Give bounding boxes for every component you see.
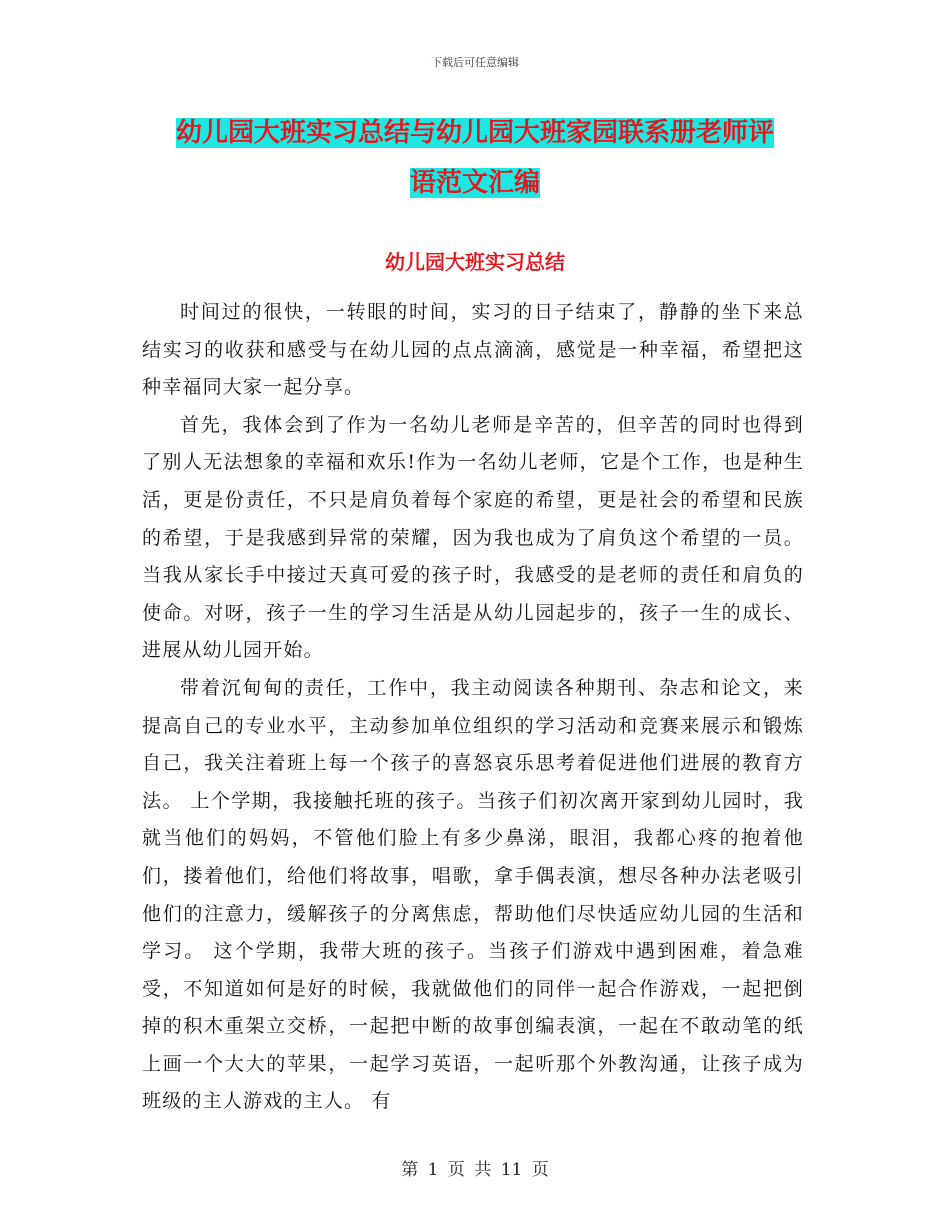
page-header-note: 下载后可任意编辑 [431,56,519,69]
document-title-line-1: 幼儿园大班实习总结与幼儿园大班家园联系册老师评 [175,118,774,148]
body-text [142,294,804,1121]
document-title-line-2: 语范文汇编 [409,168,540,198]
paragraph: 时间过的很快，一转眼的时间，实习的日子结束了，静静的坐下来总结实习的收获和感受与在幼儿园的点点滴滴，感觉是一种幸福，希望把这种幸福同大家一起分享。 [142,301,804,399]
section-title: 幼儿园大班实习总结 [385,250,565,274]
page-number: 第 1 页 共 11 页 [401,1160,549,1180]
document-title [150,108,800,208]
paragraph: 首先，我体会到了作为一名幼儿老师是辛苦的，但辛苦的同时也得到了别人无法想象的幸福和欢乐!作为一名幼儿老师，它是个工作，也是种生活，更是份责任，不只是肩负着每个家庭的希望，更是社会的希望和民族的希望，于是我感到异常的荣耀，因为我也成为了肩负这个希望的一员。 当我从家长手中接过天真可爱的孩子时，我感受的是老师的责任和肩负的使命。对呀，孩子一生的学习生活是从幼儿园起步的，孩子一生的成长、进展从幼儿园开始。 [142,413,804,662]
paragraph: 带着沉甸甸的责任，工作中，我主动阅读各种期刊、杂志和论文，来提高自己的专业水平，主动参加单位组织的学习活动和竞赛来展示和锻炼自己，我关注着班上每一个孩子的喜怒哀乐思考着促进他们进展的教育方法。 上个学期，我接触托班的孩子。当孩子们初次离开家到幼儿园时，我就当他们的妈妈，不管他们脸上有多少鼻涕，眼泪，我都心疼的抱着他们，搂着他们，给他们将故事，唱歌，拿手偶表演，想尽各种办法老吸引他们的注意力，缓解孩子的分离焦虑，帮助他们尽快适应幼儿园的生活和学习。 这个学期，我带大班的孩子。当孩子们游戏中遇到困难，着急难受，不知道如何是好的时候，我就做他们的同伴一起合作游戏，一起把倒掉的积木重架立交桥，一起把中断的故事创编表演，一起在不敢动笔的纸上画一个大大的苹果，一起学习英语，一起听那个外教沟通，让孩子成为班级的主人游戏的主人。 有 [142,676,804,1113]
